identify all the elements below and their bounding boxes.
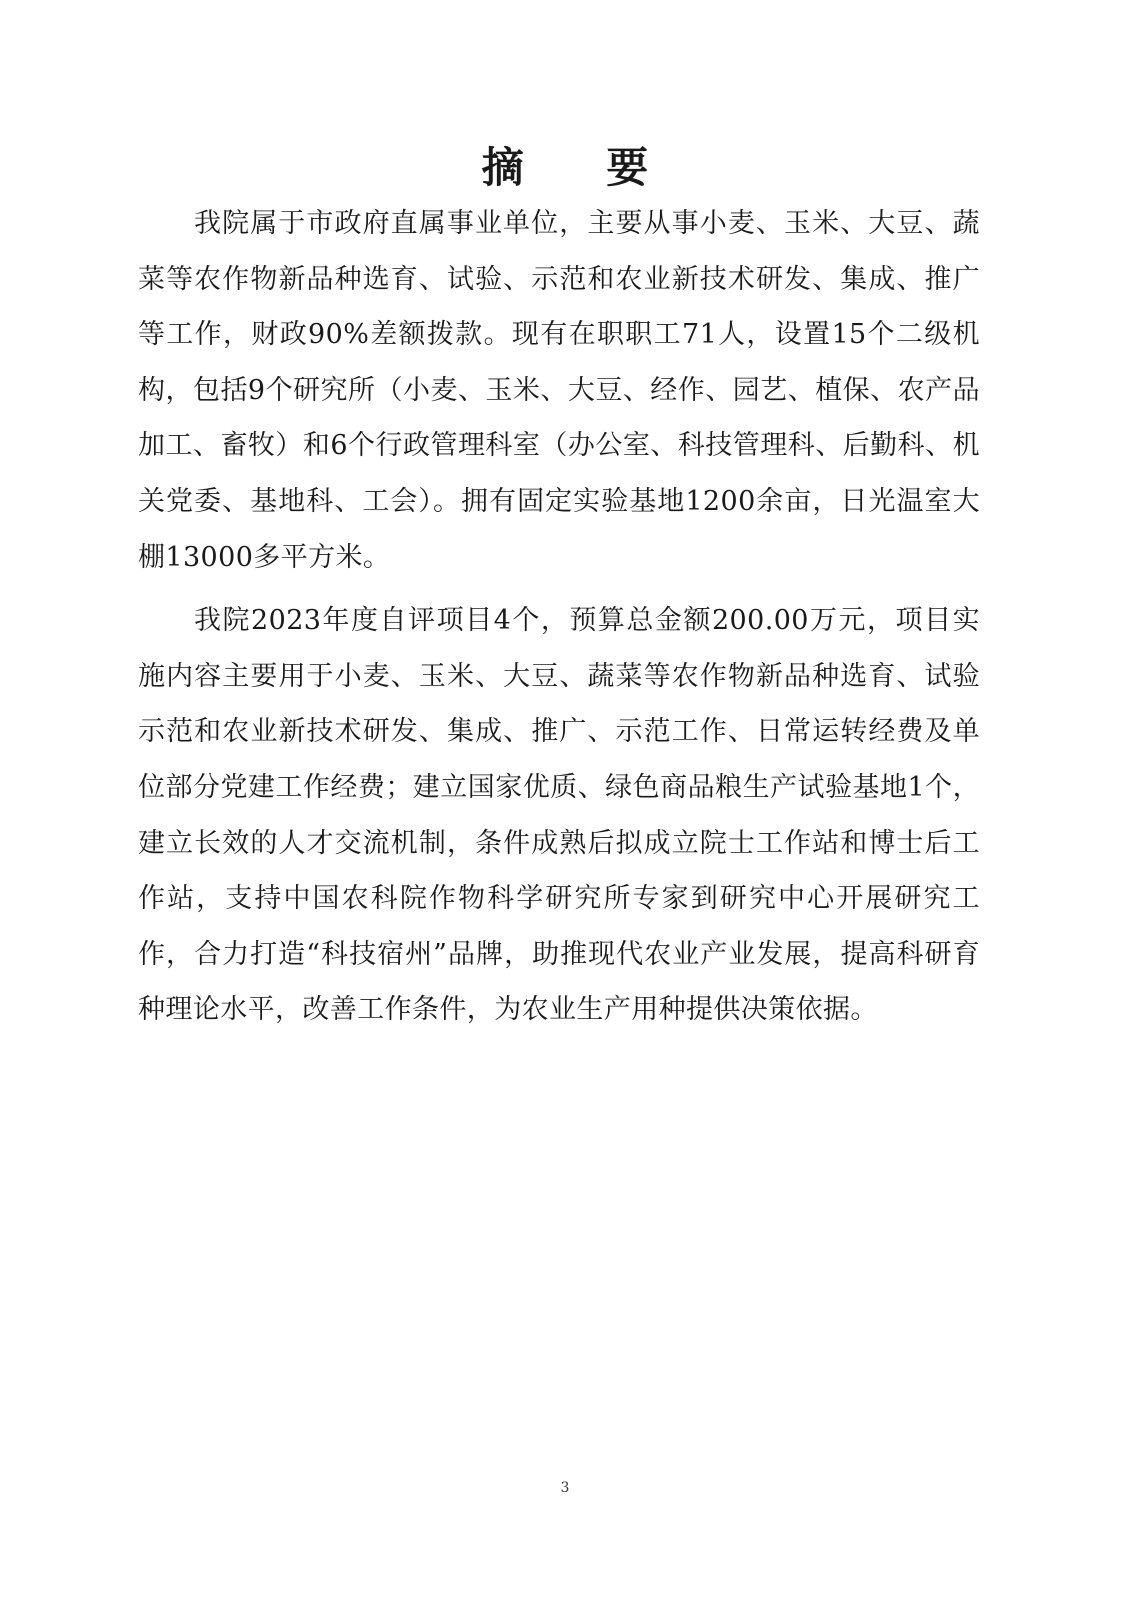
page-number: 3: [560, 1480, 570, 1496]
paragraph-project-summary: 我院2023年度自评项目4个，预算总金额200.00万元，项目实施内容主要用于小麦、玉米、大豆、蔬菜等农作物新品种选育、试验示范和农业新技术研发、集成、推广、示范工作、日常运转经费及单位部分党建工作经费；建立国家优质、绿色商品粮生产试验基地1个，建立长效的人才交流机制，条件成熟后拟成立院士工作站和博士后工作站，支持中国农科院作物科学研究所专家到研究中心开展研究工作，合力打造“科技宿州”品牌，助推现代农业产业发展，提高科研育种理论水平，改善工作条件，为农业生产用种提供决策依据。: [138, 605, 980, 1026]
abstract-body: [138, 196, 980, 1044]
paragraph-institution-overview: 我院属于市政府直属事业单位，主要从事小麦、玉米、大豆、蔬菜等农作物新品种选育、试验、示范和农业新技术研发、集成、推广等工作，财政90%差额拨款。现有在职职工71人，设置15个二级机构，包括9个研究所（小麦、玉米、大豆、经作、园艺、植保、农产品加工、畜牧）和6个行政管理科室（办公室、科技管理科、后勤科、机关党委、基地科、工会）。拥有固定实验基地1200余亩，日光温室大棚13000多平方米。: [138, 208, 980, 573]
page-title: 摘 要: [481, 143, 683, 192]
